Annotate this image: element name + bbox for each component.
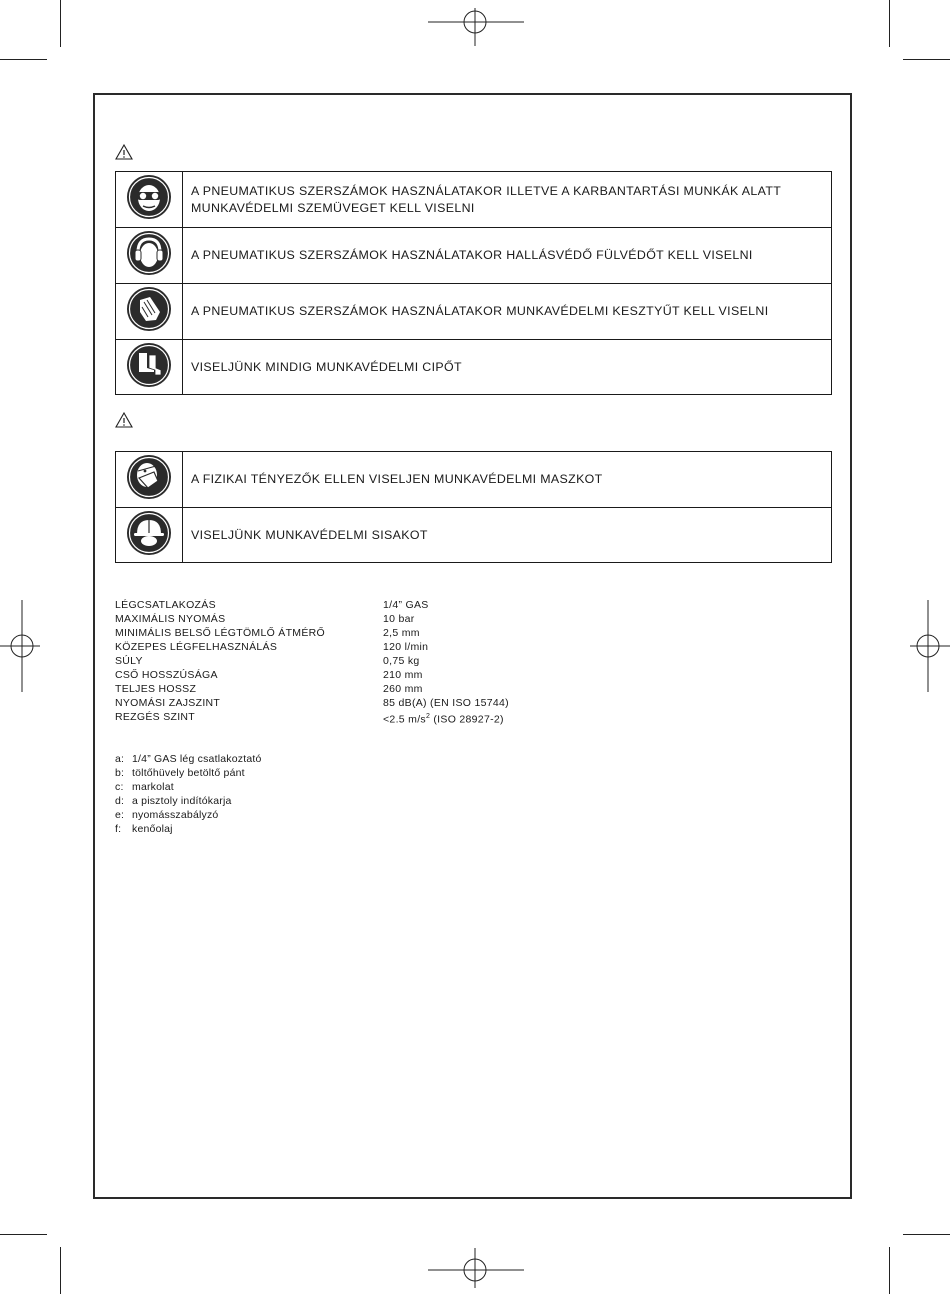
- part-letter: f:: [115, 823, 122, 835]
- hard-hat-icon: [126, 510, 172, 556]
- spec-value-superscript: 2: [425, 713, 431, 720]
- safety-text: A PNEUMATIKUS SZERSZÁMOK HASZNÁLATAKOR MUNKAVÉDELMI KESZTYŰT KELL VISELNI: [183, 284, 832, 340]
- crop-mark: [903, 1234, 950, 1235]
- table-row: [116, 284, 832, 340]
- registration-mark-icon: [904, 600, 950, 692]
- spec-label: REZGÉS SZINT: [115, 711, 196, 723]
- list-item: [115, 822, 262, 836]
- ppe-table-1: [115, 171, 832, 395]
- warning-icon: [115, 144, 133, 160]
- spec-row: [115, 640, 509, 654]
- safety-text: A PNEUMATIKUS SZERSZÁMOK HASZNÁLATAKOR HALLÁSVÉDŐ FÜLVÉDŐT KELL VISELNI: [183, 228, 832, 284]
- spec-label: NYOMÁSI ZAJSZINT: [115, 697, 221, 709]
- crop-mark: [889, 0, 890, 47]
- spec-row: [115, 696, 509, 710]
- spec-value: 1/4” GAS: [383, 599, 429, 611]
- spec-label: MAXIMÁLIS NYOMÁS: [115, 613, 226, 625]
- list-item: [115, 808, 262, 822]
- spec-row: [115, 710, 509, 727]
- registration-mark-icon: [428, 0, 524, 46]
- spec-value-main: <2.5 m/s: [383, 713, 426, 726]
- spec-value: 120 l/min: [383, 641, 429, 653]
- part-letter: b:: [115, 767, 125, 779]
- spec-row: [115, 626, 509, 640]
- safety-boots-icon: [126, 342, 172, 388]
- icon-cell: [116, 284, 183, 340]
- spec-label: CSŐ HOSSZÚSÁGA: [115, 669, 218, 681]
- safety-text: VISELJÜNK MUNKAVÉDELMI SISAKOT: [183, 508, 832, 563]
- spec-row: [115, 654, 509, 668]
- spec-value: 10 bar: [383, 613, 415, 625]
- part-text: nyomásszabályzó: [132, 809, 219, 821]
- list-item: [115, 752, 262, 766]
- safety-text: A FIZIKAI TÉNYEZŐK ELLEN VISELJEN MUNKAVÉDELMI MASZKOT: [183, 452, 832, 508]
- spec-value: 2,5 mm: [383, 627, 420, 639]
- icon-cell: [116, 228, 183, 284]
- safety-text: A PNEUMATIKUS SZERSZÁMOK HASZNÁLATAKOR ILLETVE A KARBANTARTÁSI MUNKÁK ALATT MUNKAVÉDELMI SZEMÜVEGET KELL VISELNI: [183, 172, 832, 228]
- ppe-table-2: [115, 451, 832, 563]
- spec-label: MINIMÁLIS BELSŐ LÉGTÖMLŐ ÁTMÉRŐ: [115, 627, 326, 639]
- spec-row: [115, 682, 509, 696]
- icon-cell: [116, 508, 183, 563]
- part-text: kenőolaj: [132, 823, 173, 835]
- spec-label: KÖZEPES LÉGFELHASZNÁLÁS: [115, 641, 278, 653]
- list-item: [115, 794, 262, 808]
- icon-cell: [116, 340, 183, 395]
- table-row: [116, 228, 832, 284]
- spec-value: 0,75 kg: [383, 655, 420, 667]
- list-item: [115, 780, 262, 794]
- list-item: [115, 766, 262, 780]
- spec-row: [115, 612, 509, 626]
- part-letter: e:: [115, 809, 125, 821]
- spec-value: 210 mm: [383, 669, 423, 681]
- crop-mark: [903, 59, 950, 60]
- part-text: a pisztoly indítókarja: [132, 795, 232, 807]
- spec-value: 85 dB(A) (EN ISO 15744): [383, 697, 509, 709]
- icon-cell: [116, 452, 183, 508]
- spec-value: [383, 710, 504, 727]
- safety-goggles-icon: [126, 174, 172, 220]
- spec-label: LÉGCSATLAKOZÁS: [115, 599, 216, 611]
- spec-label: TELJES HOSSZ: [115, 683, 197, 695]
- crop-mark: [889, 1247, 890, 1294]
- part-letter: c:: [115, 781, 124, 793]
- spec-value-suffix: (ISO 28927-2): [430, 713, 504, 726]
- part-text: 1/4” GAS lég csatlakoztató: [132, 753, 262, 765]
- icon-cell: [116, 172, 183, 228]
- parts-list: [115, 752, 262, 836]
- crop-mark: [60, 0, 61, 47]
- dust-mask-icon: [126, 454, 172, 500]
- table-row: [116, 172, 832, 228]
- registration-mark-icon: [0, 600, 46, 692]
- ear-protection-icon: [126, 230, 172, 276]
- part-letter: a:: [115, 753, 125, 765]
- spec-row: [115, 668, 509, 682]
- table-row: [116, 340, 832, 395]
- registration-mark-icon: [428, 1248, 524, 1294]
- table-row: [116, 452, 832, 508]
- gloves-icon: [126, 286, 172, 332]
- crop-mark: [0, 59, 47, 60]
- safety-text: VISELJÜNK MINDIG MUNKAVÉDELMI CIPŐT: [183, 340, 832, 395]
- crop-mark: [60, 1247, 61, 1294]
- spec-list: [115, 598, 509, 727]
- spec-row: [115, 598, 509, 612]
- part-text: töltőhüvely betöltő pánt: [132, 767, 245, 779]
- warning-icon: [115, 412, 133, 428]
- spec-label: SÚLY: [115, 655, 143, 667]
- spec-value: 260 mm: [383, 683, 423, 695]
- part-letter: d:: [115, 795, 125, 807]
- part-text: markolat: [132, 781, 174, 793]
- table-row: [116, 508, 832, 563]
- crop-mark: [0, 1234, 47, 1235]
